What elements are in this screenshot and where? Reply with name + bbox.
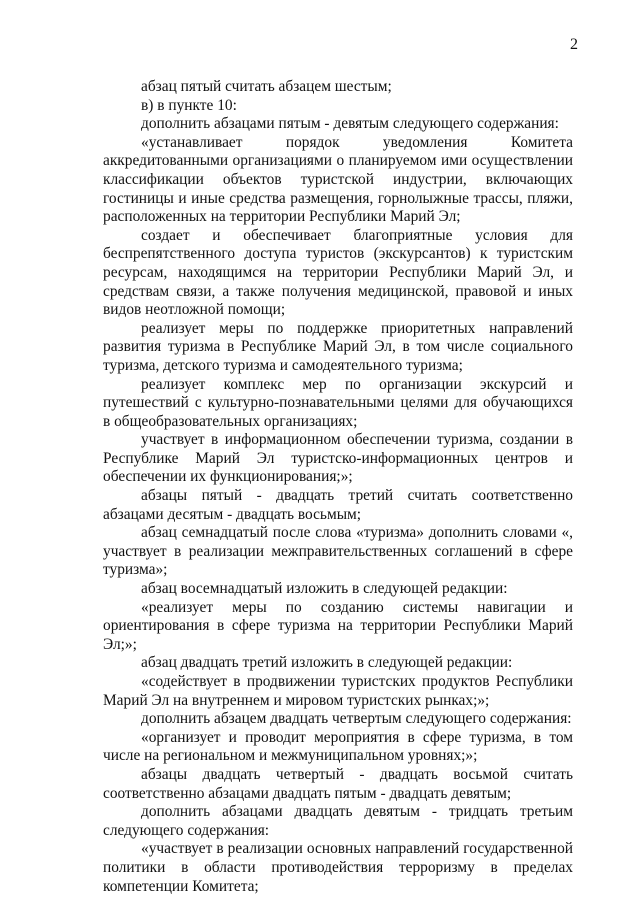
paragraph: реализует комплекс мер по организации экскурсий и путешествий с культурно-познавательными целями для обучающихся в общеобразовательных организациях; [103,375,573,430]
paragraph: абзац семнадцатый после слова «туризма» дополнить словами «, участвует в реализации межправительственных соглашений в сфере туризма»; [103,524,573,579]
paragraph: участвует в информационном обеспечении туризма, создании в Республике Марий Эл туристско-информационных центров и обеспечении их функционирования;»; [103,431,573,486]
paragraph: дополнить абзацами пятым - девятым следующего содержания: [141,115,559,133]
paragraph: реализует меры по поддержке приоритетных направлений развития туризма в Республике Марий Эл, в том числе социального туризма, детского туризма и самодеятельного туризма; [103,319,573,374]
paragraph: «содействует в продвижении туристских продуктов Республики Марий Эл на внутреннем и мировом туристских рынках;»; [103,673,573,709]
paragraph: «организует и проводит мероприятия в сфере туризма, в том числе на региональном и межмуниципальном уровнях;»; [103,728,573,765]
paragraph: создает и обеспечивает благоприятные условия для беспрепятственного доступа туристов (экскурсантов) к туристским ресурсам, находящимся на территории Республики Марий Эл, и средствам связи, а также получения медицинской, правовой и иных видов неотложной помощи; [103,226,573,319]
paragraph: «устанавливает порядок уведомления Комитета аккредитованными организациями о планируемом ими осуществлении классификации объектов туристской индустрии, включающих гостиницы и иные средства размещения, горнолыжные трассы, пляжи, расположенных на территории Республики Марий Эл; [103,133,573,226]
paragraph: дополнить абзацем двадцать четвертым следующего содержания: [141,710,572,728]
document-body [103,78,573,896]
paragraph: абзац двадцать третий изложить в следующей редакции: [141,654,513,672]
paragraph: в) в пункте 10: [141,96,237,114]
page-number: 2 [570,36,578,53]
paragraph: дополнить абзацами двадцать девятым - тридцать третьим следующего содержания: [103,803,573,839]
paragraph: абзац пятый считать абзацем шестым; [141,78,392,95]
paragraph: «реализует меры по созданию системы навигации и ориентирования в сфере туризма на территории Республики Марий Эл;»; [103,598,573,653]
paragraph: абзац восемнадцатый изложить в следующей редакции: [141,580,508,598]
paragraph: абзацы двадцать четвертый - двадцать восьмой считать соответственно абзацами двадцать пятым - двадцать девятым; [103,765,573,802]
paragraph: абзацы пятый - двадцать третий считать соответственно абзацами десятым - двадцать восьмым; [103,487,573,523]
paragraph: «участвует в реализации основных направлений государственной политики в области противодействия терроризму в пределах компетенции Комитета; [103,840,573,895]
